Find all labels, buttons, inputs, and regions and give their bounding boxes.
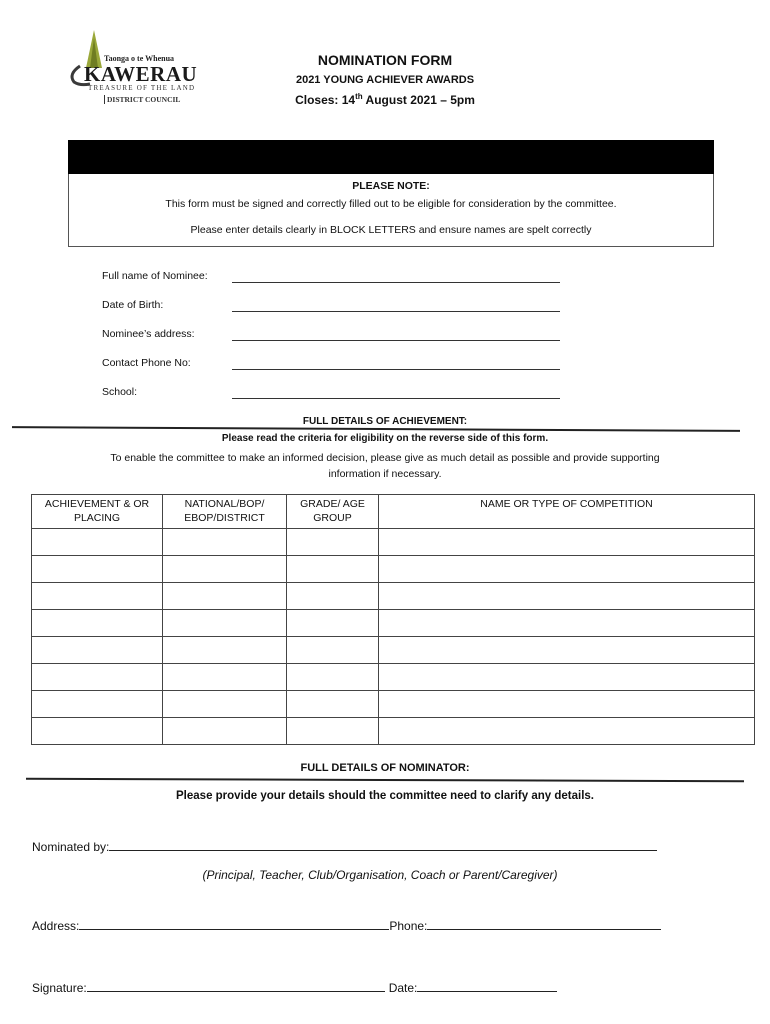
note-line-1: This form must be signed and correctly filled out to be eligible for consideration by the committee. xyxy=(165,198,617,210)
table-cell[interactable] xyxy=(379,691,755,718)
table-row xyxy=(32,664,755,691)
table-cell[interactable] xyxy=(163,691,287,718)
table-cell[interactable] xyxy=(379,664,755,691)
signature-field[interactable] xyxy=(87,979,385,992)
table-cell[interactable] xyxy=(287,583,379,610)
col-competition: NAME OR TYPE OF COMPETITION xyxy=(379,495,755,529)
table-cell[interactable] xyxy=(32,583,163,610)
table-cell[interactable] xyxy=(32,637,163,664)
nominated-by-row xyxy=(32,838,657,854)
table-cell[interactable] xyxy=(163,664,287,691)
date-field[interactable] xyxy=(417,979,557,992)
logo-brand: KAWERAU xyxy=(84,62,198,86)
nominator-address-field[interactable] xyxy=(79,917,389,930)
table-cell[interactable] xyxy=(163,583,287,610)
table-cell[interactable] xyxy=(32,718,163,745)
table-row xyxy=(32,637,755,664)
table-cell[interactable] xyxy=(287,610,379,637)
nominator-rule xyxy=(26,778,744,783)
table-cell[interactable] xyxy=(163,529,287,556)
table-cell[interactable] xyxy=(32,529,163,556)
form-subtitle: 2021 YOUNG ACHIEVER AWARDS xyxy=(295,74,475,86)
contact-phone-field[interactable] xyxy=(232,368,560,370)
school-label: School: xyxy=(102,386,138,398)
table-cell[interactable] xyxy=(287,529,379,556)
form-header xyxy=(240,52,530,107)
table-cell[interactable] xyxy=(287,691,379,718)
dob-field[interactable] xyxy=(232,310,560,312)
table-cell[interactable] xyxy=(32,610,163,637)
logo-tagline: Taonga o te Whenua xyxy=(104,54,175,63)
table-cell[interactable] xyxy=(32,556,163,583)
col-grade: GRADE/ AGE GROUP xyxy=(287,495,379,529)
table-cell[interactable] xyxy=(287,718,379,745)
header-bar xyxy=(68,140,714,174)
nominator-roles: (Principal, Teacher, Club/Organisation, Coach or Parent/Caregiver) xyxy=(202,868,558,882)
table-cell[interactable] xyxy=(163,610,287,637)
full-name-label: Full name of Nominee: xyxy=(102,270,208,282)
table-cell[interactable] xyxy=(287,664,379,691)
signature-date-row xyxy=(32,979,557,995)
table-cell[interactable] xyxy=(379,637,755,664)
table-row xyxy=(32,718,755,745)
note-line-2: Please enter details clearly in BLOCK LETTERS and ensure names are spelt correctly xyxy=(190,224,592,236)
full-name-field[interactable] xyxy=(232,281,560,283)
nominated-by-field[interactable] xyxy=(109,838,657,851)
nominator-address-label: Address: xyxy=(32,919,80,933)
nominator-heading: FULL DETAILS OF NOMINATOR: xyxy=(300,762,470,774)
table-cell[interactable] xyxy=(32,691,163,718)
nominee-address-field[interactable] xyxy=(232,339,560,341)
date-label: Date: xyxy=(388,981,418,995)
nominated-by-label: Nominated by: xyxy=(32,840,110,854)
achievement-heading: FULL DETAILS OF ACHIEVEMENT: xyxy=(302,416,468,427)
table-cell[interactable] xyxy=(379,529,755,556)
form-title: NOMINATION FORM xyxy=(317,52,453,68)
note-heading: PLEASE NOTE: xyxy=(352,180,430,192)
note-box xyxy=(68,174,714,247)
address-phone-row xyxy=(32,917,661,933)
table-cell[interactable] xyxy=(379,583,755,610)
nominator-phone-field[interactable] xyxy=(427,917,661,930)
col-level: NATIONAL/BOP/ EBOP/DISTRICT xyxy=(163,495,287,529)
table-cell[interactable] xyxy=(379,556,755,583)
table-row xyxy=(32,610,755,637)
achievement-table xyxy=(31,494,755,745)
table-header-row xyxy=(32,495,755,529)
closing-prefix: Closes: 14 xyxy=(295,93,356,107)
phone-label: Contact Phone No: xyxy=(102,357,191,369)
table-cell[interactable] xyxy=(32,664,163,691)
logo-council: DISTRICT COUNCIL xyxy=(104,95,180,104)
nominator-phone-label: Phone: xyxy=(389,919,428,933)
address-label: Nominee’s address: xyxy=(102,328,195,340)
table-row xyxy=(32,556,755,583)
table-cell[interactable] xyxy=(379,610,755,637)
table-cell[interactable] xyxy=(287,556,379,583)
dob-label: Date of Birth: xyxy=(102,299,164,311)
table-row xyxy=(32,583,755,610)
nominator-subheading: Please provide your details should the committee need to clarify any details. xyxy=(176,790,594,802)
table-cell[interactable] xyxy=(287,637,379,664)
logo-treasure: TREASURE OF THE LAND xyxy=(88,84,196,92)
table-row xyxy=(32,691,755,718)
table-cell[interactable] xyxy=(379,718,755,745)
school-field[interactable] xyxy=(232,397,560,399)
criteria-note: Please read the criteria for eligibility on the reverse side of this form. xyxy=(221,433,549,444)
closing-date xyxy=(240,92,530,107)
table-cell[interactable] xyxy=(163,718,287,745)
closing-suffix: August 2021 – 5pm xyxy=(362,93,475,107)
table-cell[interactable] xyxy=(163,556,287,583)
col-achievement: ACHIEVEMENT & OR PLACING xyxy=(32,495,163,529)
council-logo xyxy=(66,28,216,108)
achievement-intro: To enable the committee to make an informed decision, please give as much detail as possible and provide supporting information if necessary. xyxy=(110,452,660,480)
table-row xyxy=(32,529,755,556)
signature-label: Signature: xyxy=(32,981,87,995)
closing-sup: th xyxy=(355,92,363,101)
table-cell[interactable] xyxy=(163,637,287,664)
